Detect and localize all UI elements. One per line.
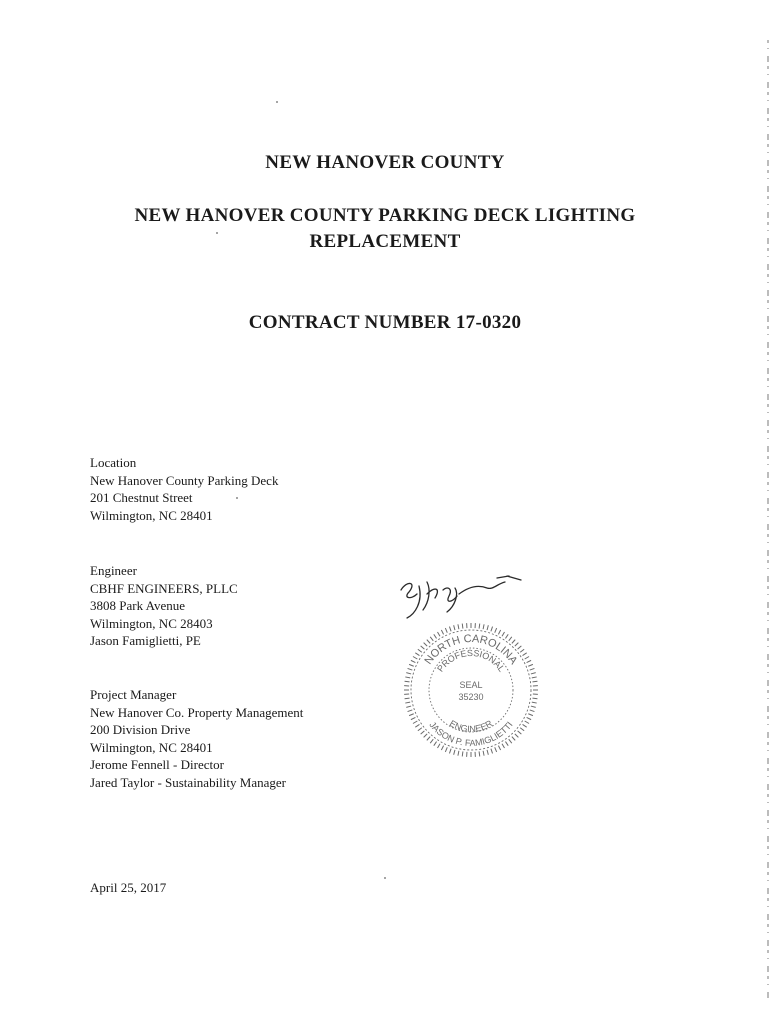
engineer-heading: Engineer bbox=[90, 563, 137, 578]
engineer-seal bbox=[401, 620, 541, 760]
project-manager-block bbox=[90, 686, 303, 791]
seal-outer-top-text: NORTH CAROLINA bbox=[422, 632, 520, 667]
county-title: NEW HANOVER COUNTY bbox=[265, 152, 505, 173]
scan-edge bbox=[767, 40, 769, 1000]
project-manager-line: New Hanover Co. Property Management bbox=[90, 704, 304, 720]
seal-word: SEAL bbox=[459, 680, 483, 690]
project-manager-line: Wilmington, NC 28401 bbox=[90, 739, 213, 755]
scan-speck bbox=[384, 877, 386, 879]
seal-number: 35230 bbox=[458, 692, 484, 702]
location-line: New Hanover County Parking Deck bbox=[90, 472, 279, 488]
engineer-line: CBHF ENGINEERS, PLLC bbox=[90, 580, 238, 596]
location-block bbox=[90, 454, 278, 524]
seal-inner-top-text: PROFESSIONAL bbox=[435, 647, 507, 674]
project-manager-heading: Project Manager bbox=[90, 687, 177, 702]
scan-speck bbox=[276, 101, 278, 103]
engineer-line: 3808 Park Avenue bbox=[90, 598, 186, 613]
signature bbox=[397, 572, 527, 624]
project-title-line-2: REPLACEMENT bbox=[309, 231, 461, 252]
project-title bbox=[0, 203, 770, 255]
location-line: Wilmington, NC 28401 bbox=[90, 507, 213, 523]
location-heading: Location bbox=[90, 455, 137, 470]
engineer-line: Wilmington, NC 28403 bbox=[90, 615, 213, 631]
contract-number: CONTRACT NUMBER 17-0320 bbox=[248, 312, 522, 333]
seal-outer-bottom-text: JASON P. FAMIGLIETTI bbox=[427, 719, 515, 749]
scan-speck bbox=[216, 232, 218, 234]
engineer-line: Jason Famiglietti, PE bbox=[90, 633, 201, 648]
project-manager-line: Jerome Fennell - Director bbox=[90, 757, 224, 772]
project-title-line-1: NEW HANOVER COUNTY PARKING DECK LIGHTING bbox=[134, 205, 636, 226]
document-date: April 25, 2017 bbox=[90, 880, 167, 895]
scan-speck bbox=[236, 497, 238, 499]
project-manager-line: 200 Division Drive bbox=[90, 722, 191, 737]
project-manager-line: Jared Taylor - Sustainability Manager bbox=[90, 774, 286, 790]
engineer-block bbox=[90, 562, 238, 650]
seal-inner-bottom-text: ENGINEER bbox=[447, 718, 495, 735]
location-line: 201 Chestnut Street bbox=[90, 490, 193, 505]
